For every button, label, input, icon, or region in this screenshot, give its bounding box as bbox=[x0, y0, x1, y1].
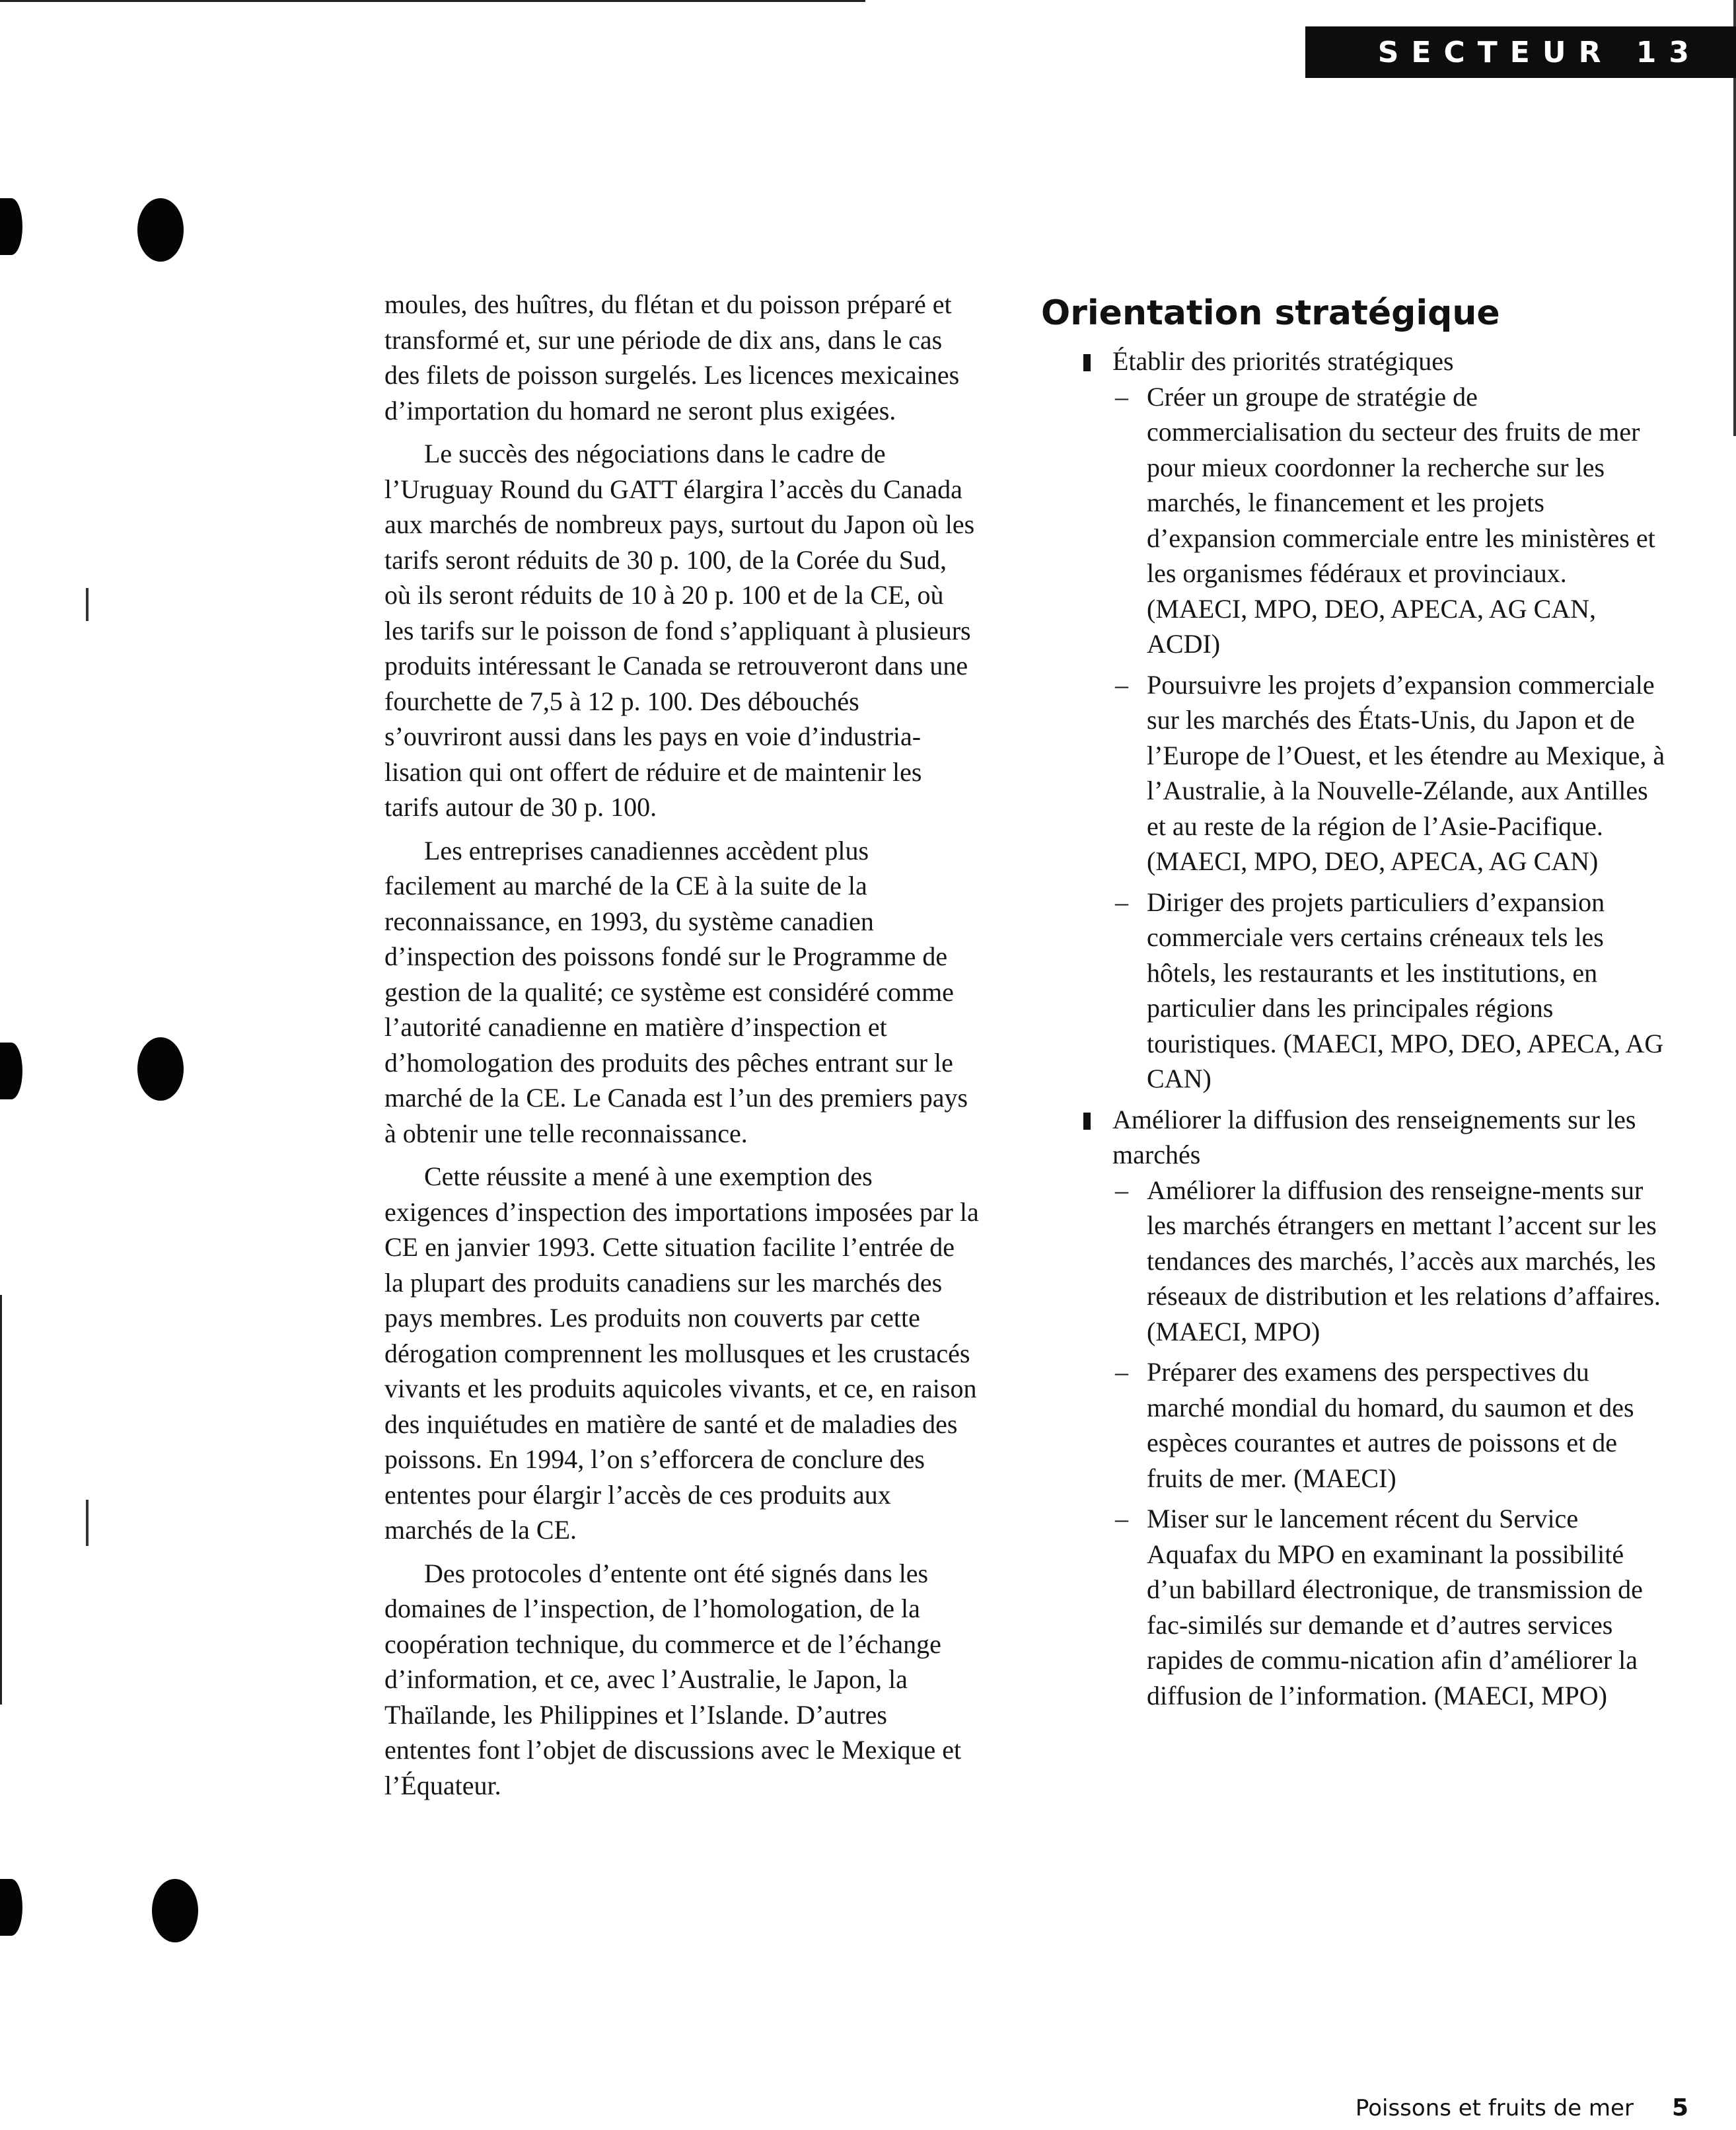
sub-list bbox=[1112, 1173, 1669, 1714]
dash-icon: – bbox=[1115, 381, 1128, 412]
dash-icon: – bbox=[1115, 669, 1128, 700]
punch-hole-top bbox=[137, 198, 184, 262]
sub-item bbox=[1041, 1501, 1669, 1713]
punch-hole-edge-bottom bbox=[0, 1879, 22, 1936]
page-footer bbox=[1356, 2094, 1688, 2121]
paragraph: Les entreprises canadiennes accèdent plus facilement au marché de la CE à la suite de la reconnaissance, en 1993, du système canadien d’inspection des poissons fondé sur le Programme de gestion de la qualité; ce système est considéré comme l’autorité canadienne en matière d’inspection et d’homologation des produits des pêches entrant sur le marché de la CE. Le Canada est l’un des premiers pays à obtenir une telle reconnaissance. bbox=[384, 835, 968, 1148]
sub-item bbox=[1041, 379, 1669, 662]
margin-mark bbox=[86, 588, 89, 621]
sub-item-text: Miser sur le lancement récent du Service Aquafax du MPO en examinant la possibilité d’un babillard électronique, de transmission de fac-similés sur demande et d’autres services rapides de commu-nication afin d’améliorer la diffusion de l’information. (MAECI, MPO) bbox=[1147, 1504, 1643, 1710]
paragraph: Cette réussite a mené à une exemption des exigences d’inspection des importations imposées par la CE en janvier 1993. Cette situation facilite l’entrée de la plupart des produits canadiens sur les marchés des pays membres. Les produits non couverts par cette dérogation comprennent les mollusques et les crustacés vivants et les produits aquicoles vivants, et ce, en raison des inquiétudes en matière de santé et de maladies des poissons. En 1994, l’on s’efforcera de conclure des ententes pour élargir l’accès de ces produits aux marchés de la CE. bbox=[384, 1161, 979, 1545]
bullet-title: Établir des priorités stratégiques bbox=[1112, 346, 1454, 376]
sub-item-text: Préparer des examens des perspectives du marché mondial du homard, du saumon et des espèces courantes et autres de poissons et de fruits de mer. (MAECI) bbox=[1147, 1357, 1634, 1493]
sub-item bbox=[1041, 667, 1669, 879]
punch-hole-middle bbox=[137, 1037, 184, 1101]
left-page-edge bbox=[0, 1295, 2, 1705]
left-column bbox=[384, 287, 979, 1811]
bullet-icon bbox=[1083, 1113, 1091, 1130]
dash-icon: – bbox=[1115, 887, 1128, 917]
punch-hole-bottom bbox=[152, 1879, 198, 1942]
dash-icon: – bbox=[1115, 1504, 1128, 1533]
sub-item-text: Créer un groupe de stratégie de commercialisation du secteur des fruits de mer pour mieux coordonner la recherche sur les marchés, le financement et les projets d’expansion commerciale entre les ministères et les organismes fédéraux et provinciaux. (MAECI, MPO, DEO, APECA, AG CAN, ACDI) bbox=[1147, 381, 1655, 659]
punch-hole-edge-top bbox=[0, 198, 22, 255]
bullet-icon bbox=[1083, 354, 1091, 371]
sub-item-text: Diriger des projets particuliers d’expansion commerciale vers certains créneaux tels les hôtels, les restaurants et les institutions, en particulier dans les principales régions touristiques. (MAECI, MPO, DEO, APECA, AG CAN) bbox=[1147, 887, 1664, 1093]
strategy-list bbox=[1041, 344, 1669, 1713]
sub-item-text: Améliorer la diffusion des renseigne-ments sur les marchés étrangers en mettant l’accent sur les tendances des marchés, l’accès aux marchés, les réseaux de distribution et les relations d’affaires. (MAECI, MPO) bbox=[1147, 1175, 1661, 1346]
sub-item bbox=[1041, 1173, 1669, 1350]
footer-section-title: Poissons et fruits de mer bbox=[1355, 2095, 1634, 2121]
sub-item bbox=[1041, 885, 1669, 1097]
dash-icon: – bbox=[1115, 1357, 1128, 1387]
strategy-bullet bbox=[1041, 1102, 1669, 1714]
page-number: 5 bbox=[1671, 2094, 1688, 2121]
paragraph: Le succès des négociations dans le cadre de l’Uruguay Round du GATT élargira l’accès du Canada aux marchés de nombreux pays, surtout du Japon où les tarifs seront réduits de 30 p. 100, de la Corée du Sud, où ils seront réduits de 10 à 20 p. 100 et de la CE, où les tarifs sur le poisson de fond s’appliquant à plusieurs produits intéressant le Canada se retrouveront dans une fourchette de 7,5 à 12 p. 100. Des débouchés s’ouvriront aussi dans les pays en voie d’industria-lisation qui ont offert de réduire et de maintenir les tarifs autour de 30 p. 100. bbox=[384, 439, 975, 822]
sector-label: SECTEUR 13 bbox=[1377, 35, 1702, 69]
sector-tab bbox=[1305, 26, 1736, 78]
punch-hole-edge-middle bbox=[0, 1043, 22, 1099]
right-column bbox=[1041, 287, 1669, 1718]
dash-icon: – bbox=[1115, 1175, 1128, 1205]
top-rule bbox=[0, 0, 865, 2]
paragraph: Des protocoles d’entente ont été signés dans les domaines de l’inspection, de l’homologation, de la coopération technique, du commerce et de l’échange d’information, et ce, avec l’Australie, le Japon, la Thaïlande, les Philippines et l’Islande. D’autres ententes font l’objet de discussions avec le Mexique et l’Équateur. bbox=[384, 1558, 962, 1800]
margin-mark bbox=[86, 1500, 89, 1546]
bullet-title: Améliorer la diffusion des renseignements sur les marchés bbox=[1112, 1104, 1636, 1169]
sub-item-text: Poursuivre les projets d’expansion commerciale sur les marchés des États-Unis, du Japon et de l’Europe de l’Ouest, et les étendre au Mexique, à l’Australie, à la Nouvelle-Zélande, aux Antilles et au reste de la région de l’Asie-Pacifique. (MAECI, MPO, DEO, APECA, AG CAN) bbox=[1147, 669, 1665, 876]
paragraph: moules, des huîtres, du flétan et du poisson préparé et transformé et, sur une période de dix ans, dans le cas des filets de poisson surgelés. Les licences mexicaines d’importation du homard ne seront plus exigées. bbox=[384, 289, 960, 425]
sub-item bbox=[1041, 1354, 1669, 1496]
sub-list bbox=[1112, 379, 1669, 1097]
strategy-bullet bbox=[1041, 344, 1669, 1097]
section-heading: Orientation stratégique bbox=[1041, 293, 1500, 333]
